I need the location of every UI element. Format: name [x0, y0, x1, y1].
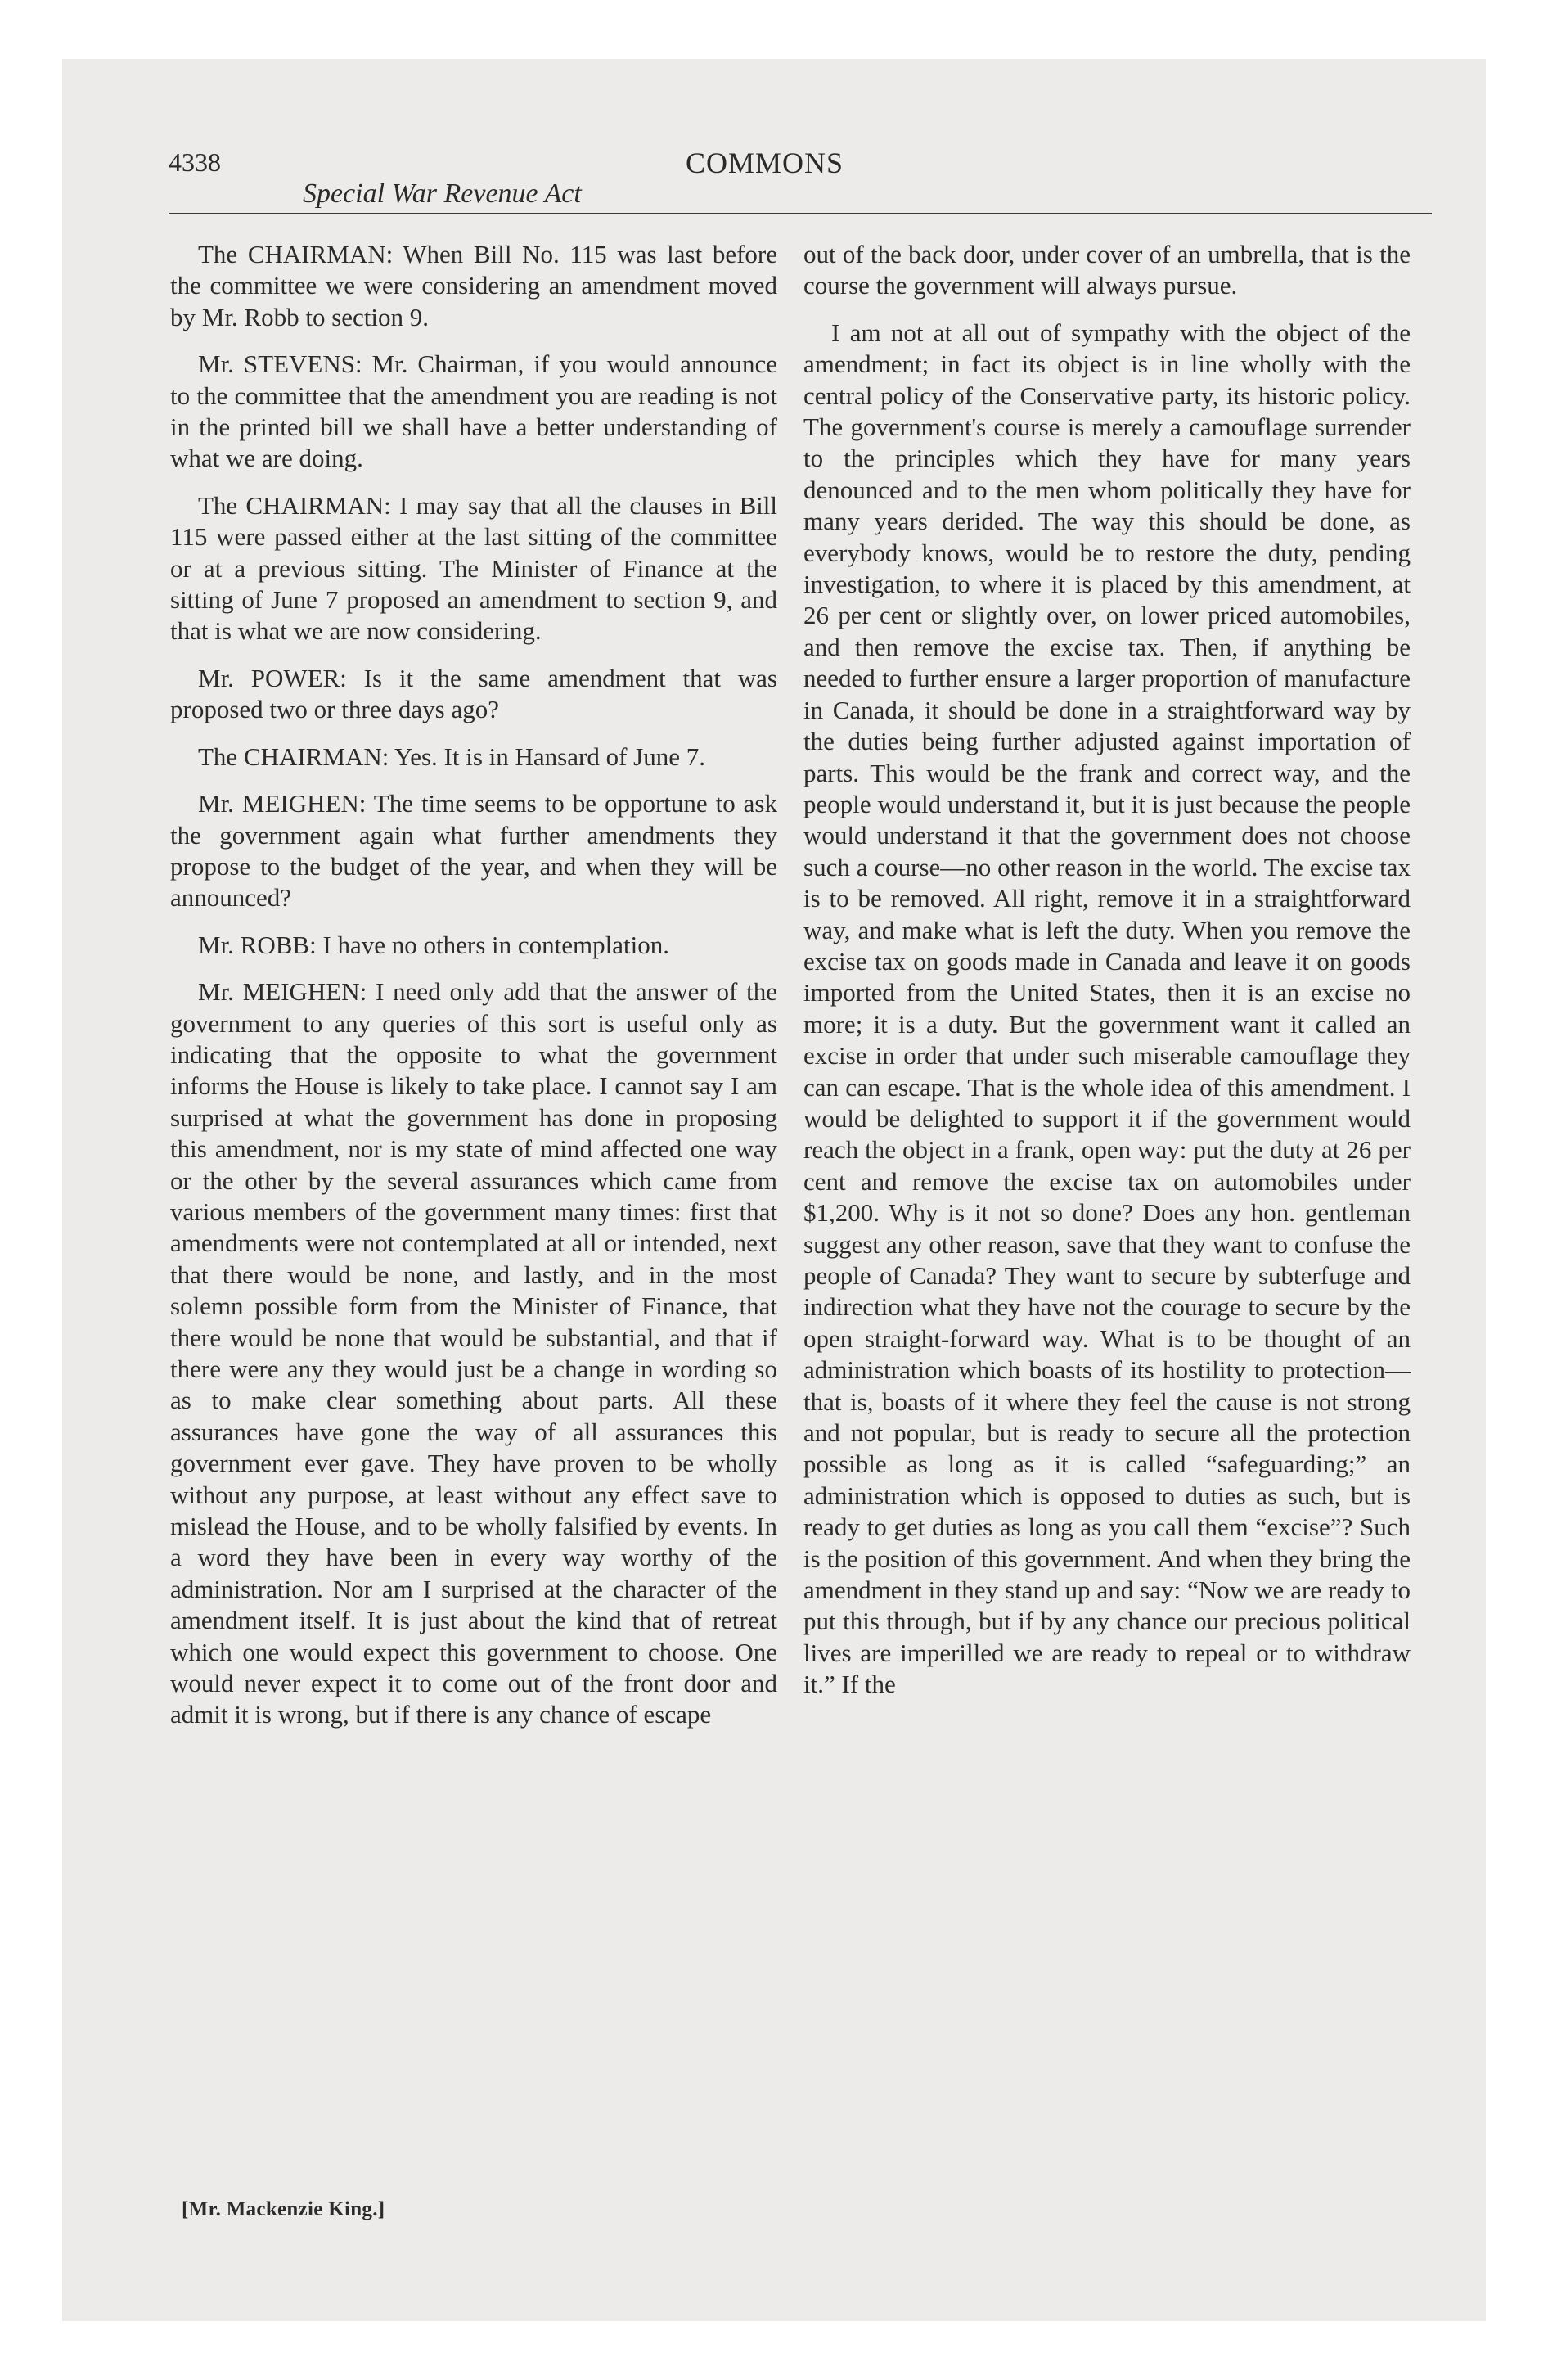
paragraph: I am not at all out of sympathy with the object of the amendment; in fact its object is in line wholly with the central policy of the Conservative party, its historic policy. The government's course is merely a camouflage surrender to the principles which they have for many years denounced and to the men whom politically they have for many years derided. The way this should be done, as everybody knows, would be to restore the duty, pending investigation, to where it is placed by this amendment, at 26 per cent or slightly over, on lower priced automobiles, and then remove the excise tax. Then, if anything be needed to further ensure a larger proportion of manufacture in Canada, it should be done in a straightforward way by the duties being further adjusted against importation of parts. This would be the frank and correct way, and the people would understand it, but it is just because the people would understand it that the government does not choose such a course—no other reason in the world. The excise tax is to be removed. All right, remove it in a straightforward way, and make what is left the duty. When you remove the excise tax on goods made in Canada and leave it on goods imported from the United States, then it is an excise no more; it is a duty. But the government want it called an excise in order that under such miserable camouflage they can can escape. That is the whole idea of this amendment. I would be delighted to support it if the government would reach the object in a frank, open way: put the duty at 26 per cent and remove the excise tax on automobiles under $1,200. Why is it not so done? Does any hon. gentleman suggest any other reason, save that they want to confuse the people of Canada? They want to secure by subterfuge and indirection what they have not the courage to secure by the open straight-forward way. What is to be thought of an administration which boasts of its hostility to protection—that is, boasts of it where they feel the cause is not strong and not popular, but is ready to secure all the protection possible as long as it is called “safeguarding;” an administration which is opposed to duties as such, but is ready to get duties as long as you call them “excise”? Such is the position of this government. And when they bring the amendment in they stand up and say: “Now we are ready to put this through, but if by any chance our precious political lives are imperilled we are ready to repeal or to withdraw it.” If the — [803, 318, 1411, 1699]
journal-title: COMMONS — [686, 146, 844, 179]
paragraph: Mr. MEIGHEN: I need only add that the answer of the government to any queries of this sort is useful only as indicating that the opposite to what the government informs the House is likely to take place. I cannot say I am surprised at what the government has done in proposing this amendment, nor is my state of mind affected one way or the other by the several assurances which came from various members of the government many times: first that amendments were not contemplated at all or intended, next that there would be none, and lastly, and in the most solemn possible form from the Minister of Finance, that there would be none that would be substantial, and that if there were any they would just be a change in wording so as to make clear something about parts. All these assurances have gone the way of all assurances this government ever gave. They have proven to be wholly without any purpose, at least without any effect save to mislead the House, and to be wholly falsified by events. In a word they have been in every way worthy of the administration. Nor am I surprised at the character of the amendment itself. It is just about the kind that of retreat which one would expect this government to choose. One would never expect it to come out of the front door and admit it is wrong, but if there is any chance of escape — [170, 977, 777, 1729]
page-number: 4338 — [169, 147, 221, 177]
paragraph: The CHAIRMAN: Yes. It is in Hansard of June 7. — [198, 741, 705, 771]
paragraph: The CHAIRMAN: I may say that all the clauses in Bill 115 were passed either at the last sitting of the committee or at a previous sitting. The Minister of Finance at the sitting of June 7 proposed an amendment to section 9, and that is what we are now considering. — [170, 490, 777, 646]
page-header — [169, 146, 1432, 214]
paragraph: Mr. STEVENS: Mr. Chairman, if you would announce to the committee that the amendment you are reading is not in the printed bill we shall have a better understanding of what we are doing. — [170, 349, 777, 473]
paragraph: out of the back door, under cover of an umbrella, that is the course the government will always pursue. — [803, 240, 1411, 300]
paragraph: Mr. MEIGHEN: The time seems to be opportune to ask the government again what further amendments they propose to the budget of the year, and when they will be announced? — [170, 789, 777, 913]
paragraph: Mr. POWER: Is it the same amendment that was proposed two or three days ago? — [170, 663, 777, 724]
paragraph: The CHAIRMAN: When Bill No. 115 was last before the committee we were considering an amendment moved by Mr. Robb to section 9. — [170, 240, 777, 331]
section-title: Special War Revenue Act — [303, 178, 582, 209]
right-column — [803, 239, 1411, 2187]
paragraph: Mr. ROBB: I have no others in contemplation. — [198, 930, 670, 959]
speaker-footer: [Mr. Mackenzie King.] — [182, 2198, 385, 2220]
left-column — [170, 239, 777, 2187]
